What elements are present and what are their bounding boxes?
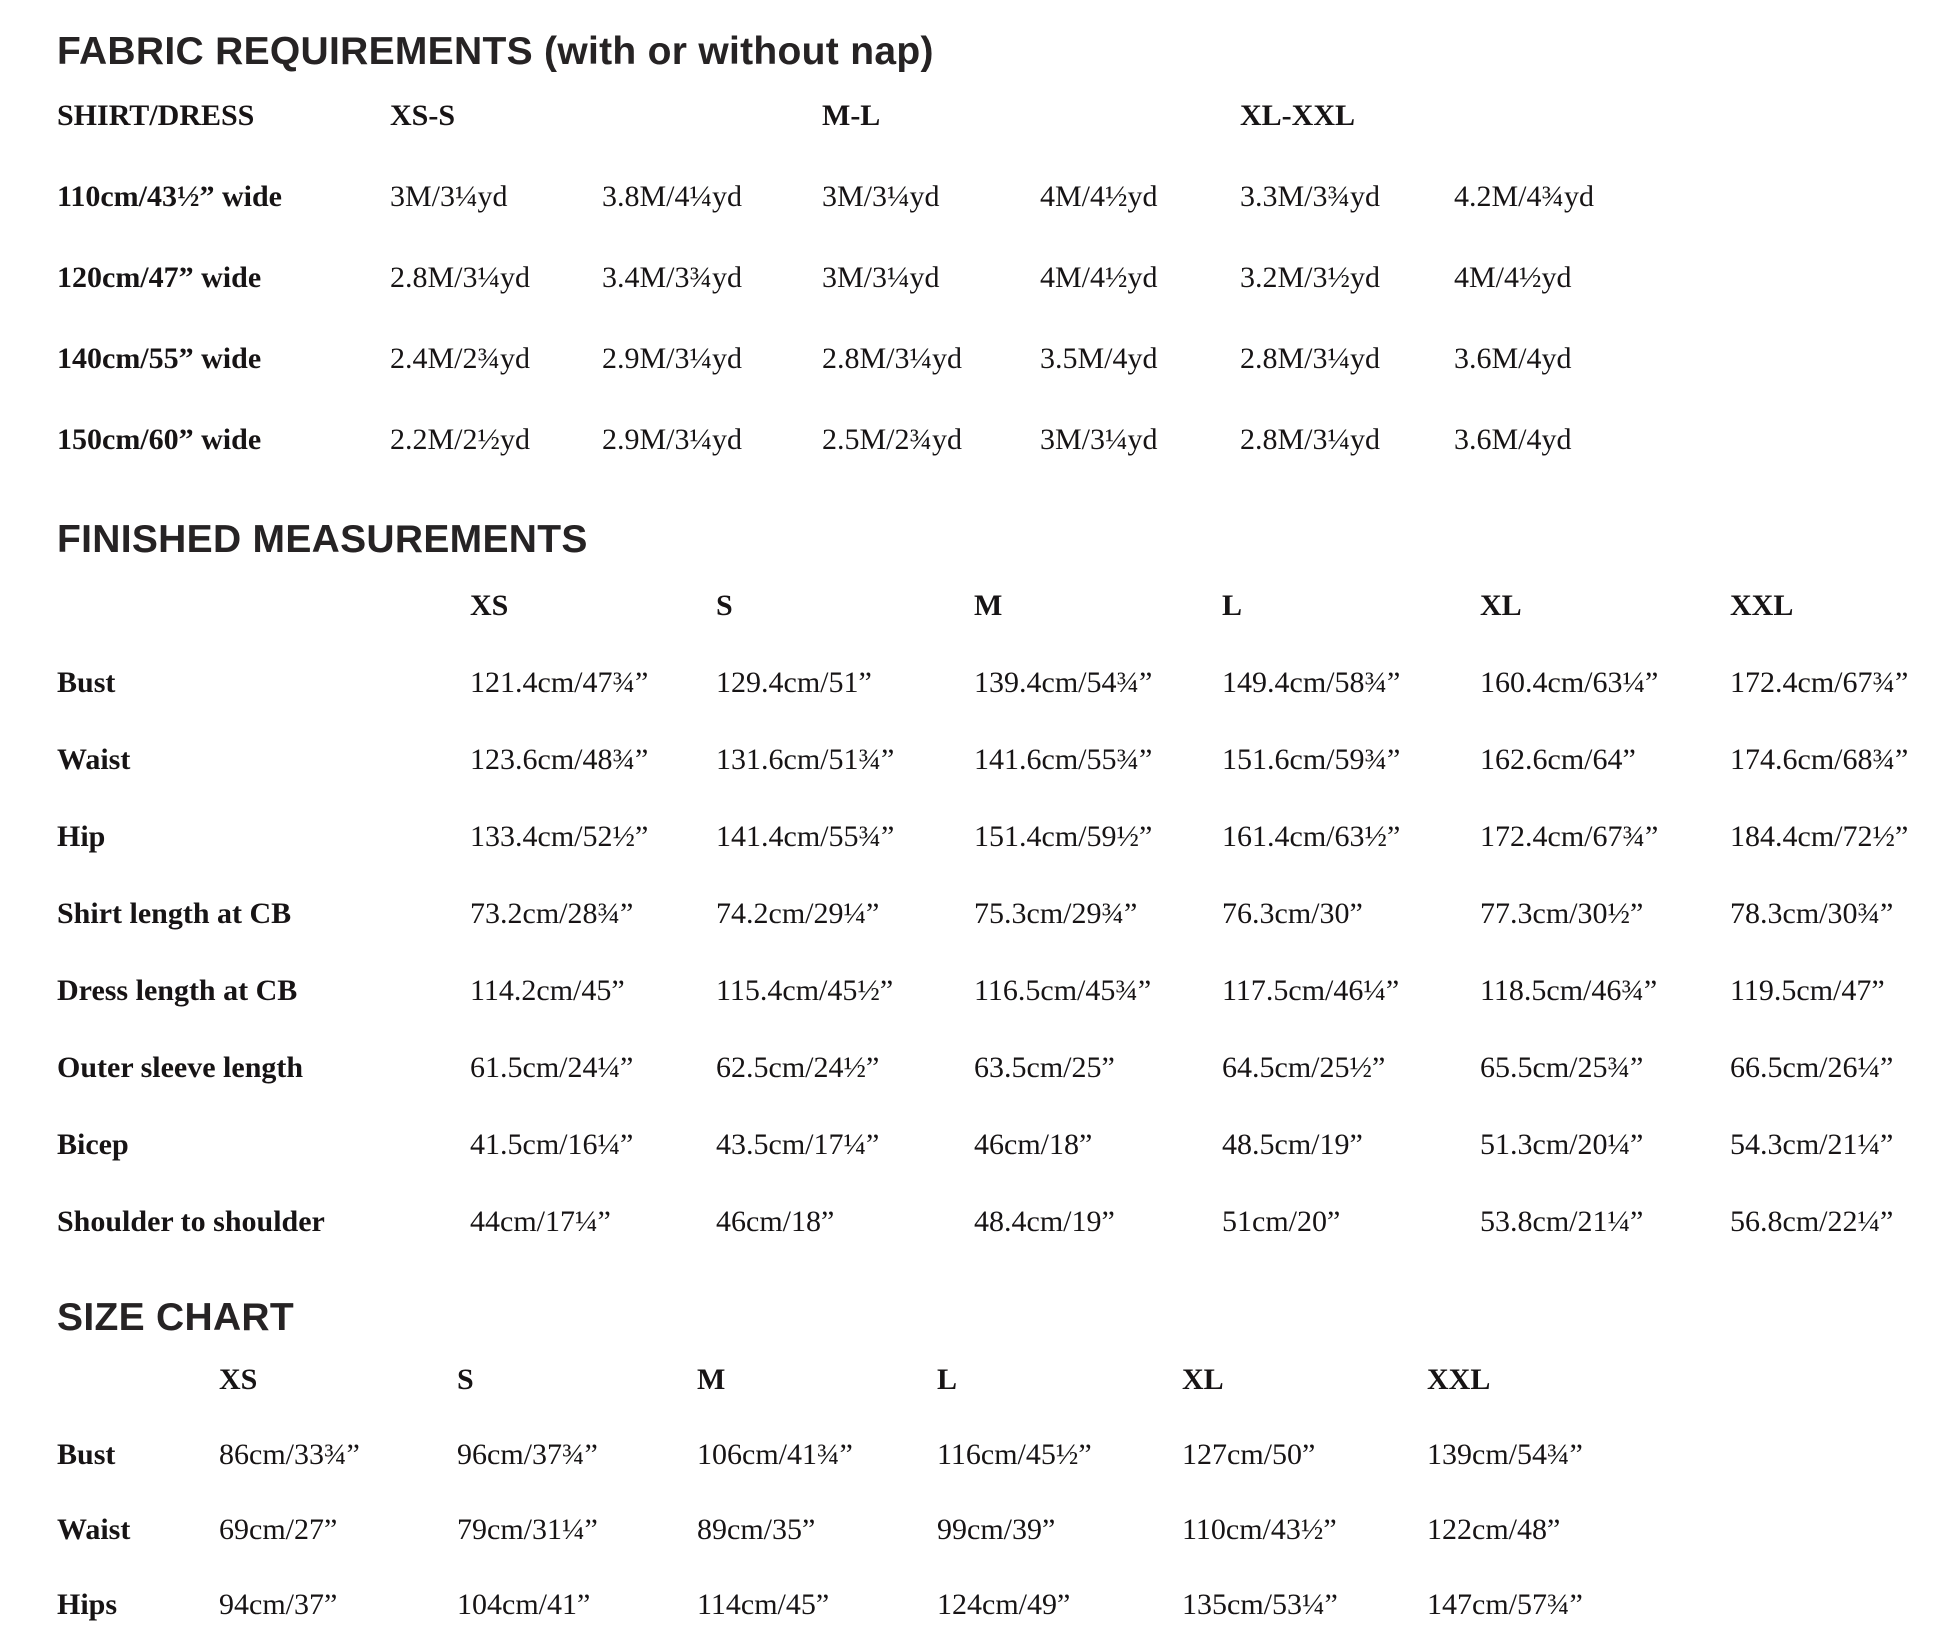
table-row — [57, 1127, 1922, 1163]
column-header: M-L — [822, 99, 881, 132]
column-header: SHIRT/DRESS — [57, 99, 255, 132]
row-label: Bicep — [57, 1128, 129, 1161]
table-cell: 2.8M/3¼yd — [822, 342, 963, 375]
table-row — [57, 260, 1922, 296]
table-row — [57, 1362, 1922, 1398]
size-chart-table — [57, 1362, 1922, 1623]
column-header: XS — [219, 1363, 258, 1396]
table-cell: 149.4cm/58¾” — [1222, 666, 1401, 699]
table-cell: 3.3M/3¾yd — [1240, 180, 1381, 213]
table-cell: 2.8M/3¼yd — [390, 261, 531, 294]
table-cell: 2.9M/3¼yd — [602, 342, 743, 375]
table-row — [57, 742, 1922, 778]
table-cell: 147cm/57¾” — [1427, 1588, 1583, 1621]
table-row — [57, 422, 1922, 458]
table-cell: 46cm/18” — [974, 1128, 1093, 1161]
row-label: Bust — [57, 1438, 116, 1471]
table-cell: 118.5cm/46¾” — [1480, 974, 1658, 1007]
row-label: Hips — [57, 1588, 118, 1621]
table-cell: 3.4M/3¾yd — [602, 261, 743, 294]
table-cell: 75.3cm/29¾” — [974, 897, 1138, 930]
table-cell: 2.8M/3¼yd — [1240, 342, 1381, 375]
column-header: XL — [1182, 1363, 1224, 1396]
table-cell: 2.2M/2½yd — [390, 423, 531, 456]
table-cell: 184.4cm/72½” — [1730, 820, 1909, 853]
row-label: Outer sleeve length — [57, 1051, 304, 1084]
table-cell: 54.3cm/21¼” — [1730, 1128, 1894, 1161]
column-header: XXL — [1427, 1363, 1491, 1396]
size-chart-title: SIZE CHART — [57, 1296, 294, 1339]
table-row — [57, 665, 1922, 701]
table-cell: 2.4M/2¾yd — [390, 342, 531, 375]
row-label: 120cm/47” wide — [57, 261, 262, 294]
table-cell: 3.5M/4yd — [1040, 342, 1158, 375]
table-cell: 89cm/35” — [697, 1513, 816, 1546]
table-cell: 43.5cm/17¼” — [716, 1128, 880, 1161]
table-cell: 4M/4½yd — [1454, 261, 1572, 294]
table-cell: 63.5cm/25” — [974, 1051, 1115, 1084]
column-header: XL-XXL — [1240, 99, 1356, 132]
table-cell: 172.4cm/67¾” — [1730, 666, 1909, 699]
table-cell: 48.5cm/19” — [1222, 1128, 1363, 1161]
row-label: Waist — [57, 743, 131, 776]
table-cell: 56.8cm/22¼” — [1730, 1205, 1894, 1238]
column-header: M — [697, 1363, 726, 1396]
table-cell: 119.5cm/47” — [1730, 974, 1885, 1007]
table-cell: 106cm/41¾” — [697, 1438, 853, 1471]
table-cell: 3M/3¼yd — [822, 261, 940, 294]
table-cell: 160.4cm/63¼” — [1480, 666, 1659, 699]
fabric-requirements-section — [57, 30, 1922, 458]
row-label: Shoulder to shoulder — [57, 1205, 325, 1238]
table-cell: 151.6cm/59¾” — [1222, 743, 1401, 776]
table-cell: 114.2cm/45” — [470, 974, 625, 1007]
table-cell: 51cm/20” — [1222, 1205, 1341, 1238]
table-cell: 110cm/43½” — [1182, 1513, 1337, 1546]
table-cell: 127cm/50” — [1182, 1438, 1316, 1471]
table-cell: 116.5cm/45¾” — [974, 974, 1152, 1007]
table-cell: 141.4cm/55¾” — [716, 820, 895, 853]
column-header: XS — [470, 589, 509, 622]
table-cell: 131.6cm/51¾” — [716, 743, 895, 776]
table-cell: 51.3cm/20¼” — [1480, 1128, 1644, 1161]
table-cell: 129.4cm/51” — [716, 666, 872, 699]
table-cell: 62.5cm/24½” — [716, 1051, 880, 1084]
table-cell: 74.2cm/29¼” — [716, 897, 880, 930]
row-label: Hip — [57, 820, 106, 853]
table-cell: 3.2M/3½yd — [1240, 261, 1381, 294]
finished-measurements-section — [57, 518, 1922, 1240]
table-cell: 116cm/45½” — [937, 1438, 1092, 1471]
table-row — [57, 1050, 1922, 1086]
table-cell: 121.4cm/47¾” — [470, 666, 649, 699]
table-cell: 117.5cm/46¼” — [1222, 974, 1400, 1007]
table-cell: 3.6M/4yd — [1454, 423, 1572, 456]
table-cell: 161.4cm/63½” — [1222, 820, 1401, 853]
table-cell: 64.5cm/25½” — [1222, 1051, 1386, 1084]
table-row — [57, 1204, 1922, 1240]
row-label: Shirt length at CB — [57, 897, 292, 930]
table-cell: 151.4cm/59½” — [974, 820, 1153, 853]
table-cell: 4M/4½yd — [1040, 180, 1158, 213]
column-header: S — [457, 1363, 474, 1396]
table-cell: 122cm/48” — [1427, 1513, 1561, 1546]
table-cell: 41.5cm/16¼” — [470, 1128, 634, 1161]
table-cell: 139cm/54¾” — [1427, 1438, 1583, 1471]
table-cell: 66.5cm/26¼” — [1730, 1051, 1894, 1084]
table-cell: 2.8M/3¼yd — [1240, 423, 1381, 456]
table-cell: 3M/3¼yd — [390, 180, 508, 213]
row-label: 140cm/55” wide — [57, 342, 262, 375]
table-cell: 53.8cm/21¼” — [1480, 1205, 1644, 1238]
table-row — [57, 819, 1922, 855]
table-row — [57, 588, 1922, 624]
table-cell: 141.6cm/55¾” — [974, 743, 1153, 776]
fabric-requirements-title-suffix: (with or without nap) — [532, 30, 934, 73]
column-header: L — [1222, 589, 1243, 622]
fabric-requirements-title-text: FABRIC REQUIREMENTS — [57, 30, 533, 73]
table-cell: 76.3cm/30” — [1222, 897, 1363, 930]
table-cell: 78.3cm/30¾” — [1730, 897, 1894, 930]
table-cell: 2.5M/2¾yd — [822, 423, 963, 456]
row-label: Dress length at CB — [57, 974, 298, 1007]
size-chart-section — [57, 1296, 1922, 1623]
table-cell: 3.8M/4¼yd — [602, 180, 743, 213]
row-label: 150cm/60” wide — [57, 423, 262, 456]
column-header: S — [716, 589, 733, 622]
table-cell: 172.4cm/67¾” — [1480, 820, 1659, 853]
table-cell: 139.4cm/54¾” — [974, 666, 1153, 699]
table-cell: 3M/3¼yd — [822, 180, 940, 213]
fabric-requirements-table — [57, 98, 1922, 458]
table-cell: 162.6cm/64” — [1480, 743, 1636, 776]
table-cell: 96cm/37¾” — [457, 1438, 598, 1471]
table-cell: 73.2cm/28¾” — [470, 897, 634, 930]
table-cell: 124cm/49” — [937, 1588, 1071, 1621]
table-cell: 2.9M/3¼yd — [602, 423, 743, 456]
table-cell: 48.4cm/19” — [974, 1205, 1115, 1238]
table-row — [57, 1512, 1922, 1548]
table-cell: 4M/4½yd — [1040, 261, 1158, 294]
column-header: XL — [1480, 589, 1522, 622]
table-cell: 115.4cm/45½” — [716, 974, 894, 1007]
table-cell: 123.6cm/48¾” — [470, 743, 649, 776]
column-header: M — [974, 589, 1003, 622]
row-label: Bust — [57, 666, 116, 699]
table-cell: 174.6cm/68¾” — [1730, 743, 1909, 776]
table-cell: 79cm/31¼” — [457, 1513, 598, 1546]
table-cell: 94cm/37” — [219, 1588, 338, 1621]
table-cell: 114cm/45” — [697, 1588, 830, 1621]
fabric-requirements-title — [57, 30, 1922, 74]
table-cell: 86cm/33¾” — [219, 1438, 360, 1471]
table-cell: 3.6M/4yd — [1454, 342, 1572, 375]
table-row — [57, 179, 1922, 215]
table-row — [57, 98, 1922, 134]
row-label: Waist — [57, 1513, 131, 1546]
table-row — [57, 341, 1922, 377]
table-cell: 104cm/41” — [457, 1588, 591, 1621]
table-cell: 4.2M/4¾yd — [1454, 180, 1595, 213]
table-cell: 44cm/17¼” — [470, 1205, 611, 1238]
table-row — [57, 896, 1922, 932]
table-row — [57, 1587, 1922, 1623]
table-cell: 99cm/39” — [937, 1513, 1056, 1546]
table-cell: 3M/3¼yd — [1040, 423, 1158, 456]
table-cell: 69cm/27” — [219, 1513, 338, 1546]
row-label: 110cm/43½” wide — [57, 180, 282, 213]
finished-measurements-title: FINISHED MEASUREMENTS — [57, 518, 588, 561]
table-cell: 135cm/53¼” — [1182, 1588, 1338, 1621]
column-header: L — [937, 1363, 958, 1396]
table-cell: 77.3cm/30½” — [1480, 897, 1644, 930]
table-cell: 133.4cm/52½” — [470, 820, 649, 853]
table-cell: 46cm/18” — [716, 1205, 835, 1238]
table-row — [57, 973, 1922, 1009]
table-cell: 61.5cm/24¼” — [470, 1051, 634, 1084]
finished-measurements-table — [57, 588, 1922, 1240]
column-header: XS-S — [390, 99, 456, 132]
column-header: XXL — [1730, 589, 1794, 622]
table-cell: 65.5cm/25¾” — [1480, 1051, 1644, 1084]
table-row — [57, 1437, 1922, 1473]
